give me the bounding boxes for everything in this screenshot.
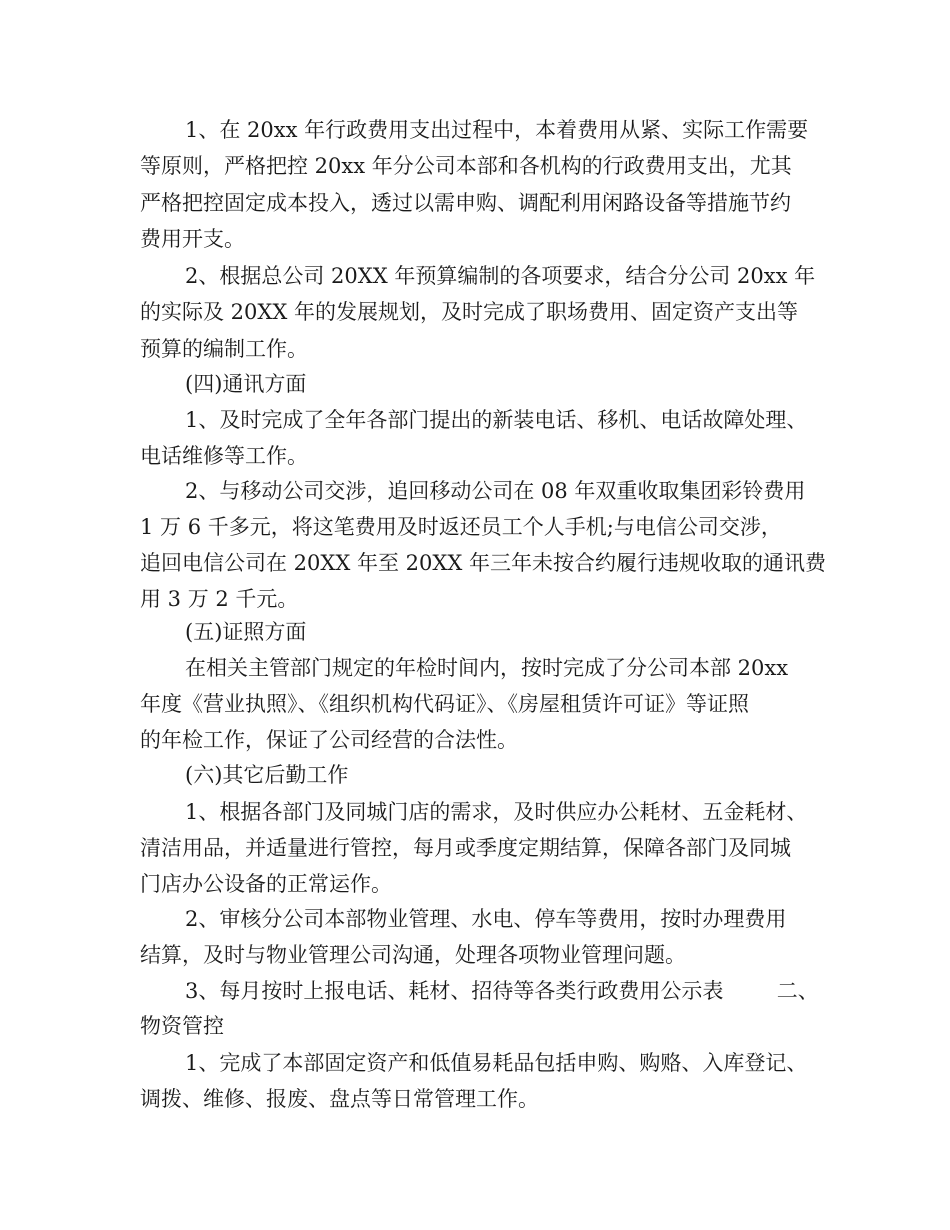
text-line: 严格把控固定成本投入，透过以需申购、调配利用闲路设备等措施节约 [140, 191, 791, 215]
text-line: (六)其它后勤工作 [185, 763, 349, 787]
text-line: 等原则，严格把控 20xx 年分公司本部和各机构的行政费用支出，尤其 [140, 154, 792, 178]
text-line: 1、根据各部门及同城门店的需求，及时供应办公耗材、五金耗材、 [185, 800, 808, 824]
text-line: 门店办公设备的正常运作。 [140, 872, 392, 896]
text-line: 1 万 6 千多元，将这笔费用及时返还员工个人手机;与电信公司交涉， [140, 515, 782, 539]
text-line: 2、根据总公司 20XX 年预算编制的各项要求，结合分公司 20xx 年 [185, 264, 816, 288]
text-line: 清洁用品，并适量进行管控，每月或季度定期结算，保障各部门及同城 [140, 836, 791, 860]
text-line: 1、及时完成了全年各部门提出的新装电话、移机、电话故障处理、 [185, 408, 808, 432]
text-line: 1、完成了本部固定资产和低值易耗品包括申购、购赂、入库登记、 [185, 1051, 808, 1075]
text-line: 电话维修等工作。 [140, 444, 308, 468]
text-line: 2、与移动公司交涉，追回移动公司在 08 年双重收取集团彩铃费用 [185, 479, 806, 503]
text-line: 的年检工作，保证了公司经营的合法性。 [140, 728, 518, 752]
text-line: 追回电信公司在 20XX 年至 20XX 年三年未按合约履行违规收取的通讯费 [140, 551, 826, 575]
text-line: 用 3 万 2 千元。 [140, 587, 299, 611]
text-line: 物资管控 [140, 1014, 224, 1038]
text-line: 预算的编制工作。 [140, 337, 308, 361]
text-line: 费用开支。 [140, 227, 245, 251]
text-line: 的实际及 20XX 年的发展规划，及时完成了职场费用、固定资产支出等 [140, 300, 798, 324]
text-line: 调拨、维修、报废、盘点等日常管理工作。 [140, 1087, 539, 1111]
text-line: 3、每月按时上报电话、耗材、招待等各类行政费用公示表 二、 [185, 979, 819, 1003]
text-line: 在相关主管部门规定的年检时间内，按时完成了分公司本部 20xx [185, 656, 789, 680]
text-line: 年度《营业执照》、《组织机构代码证》、《房屋租赁许可证》等证照 [140, 692, 749, 716]
text-line: 结算，及时与物业管理公司沟通，处理各项物业管理问题。 [140, 943, 686, 967]
text-line: (四)通讯方面 [185, 372, 307, 396]
text-line: (五)证照方面 [185, 620, 307, 644]
text-line: 1、在 20xx 年行政费用支出过程中，本着费用从紧、实际工作需要 [185, 118, 809, 142]
text-line: 2、审核分公司本部物业管理、水电、停车等费用，按时办理费用 [185, 907, 787, 931]
